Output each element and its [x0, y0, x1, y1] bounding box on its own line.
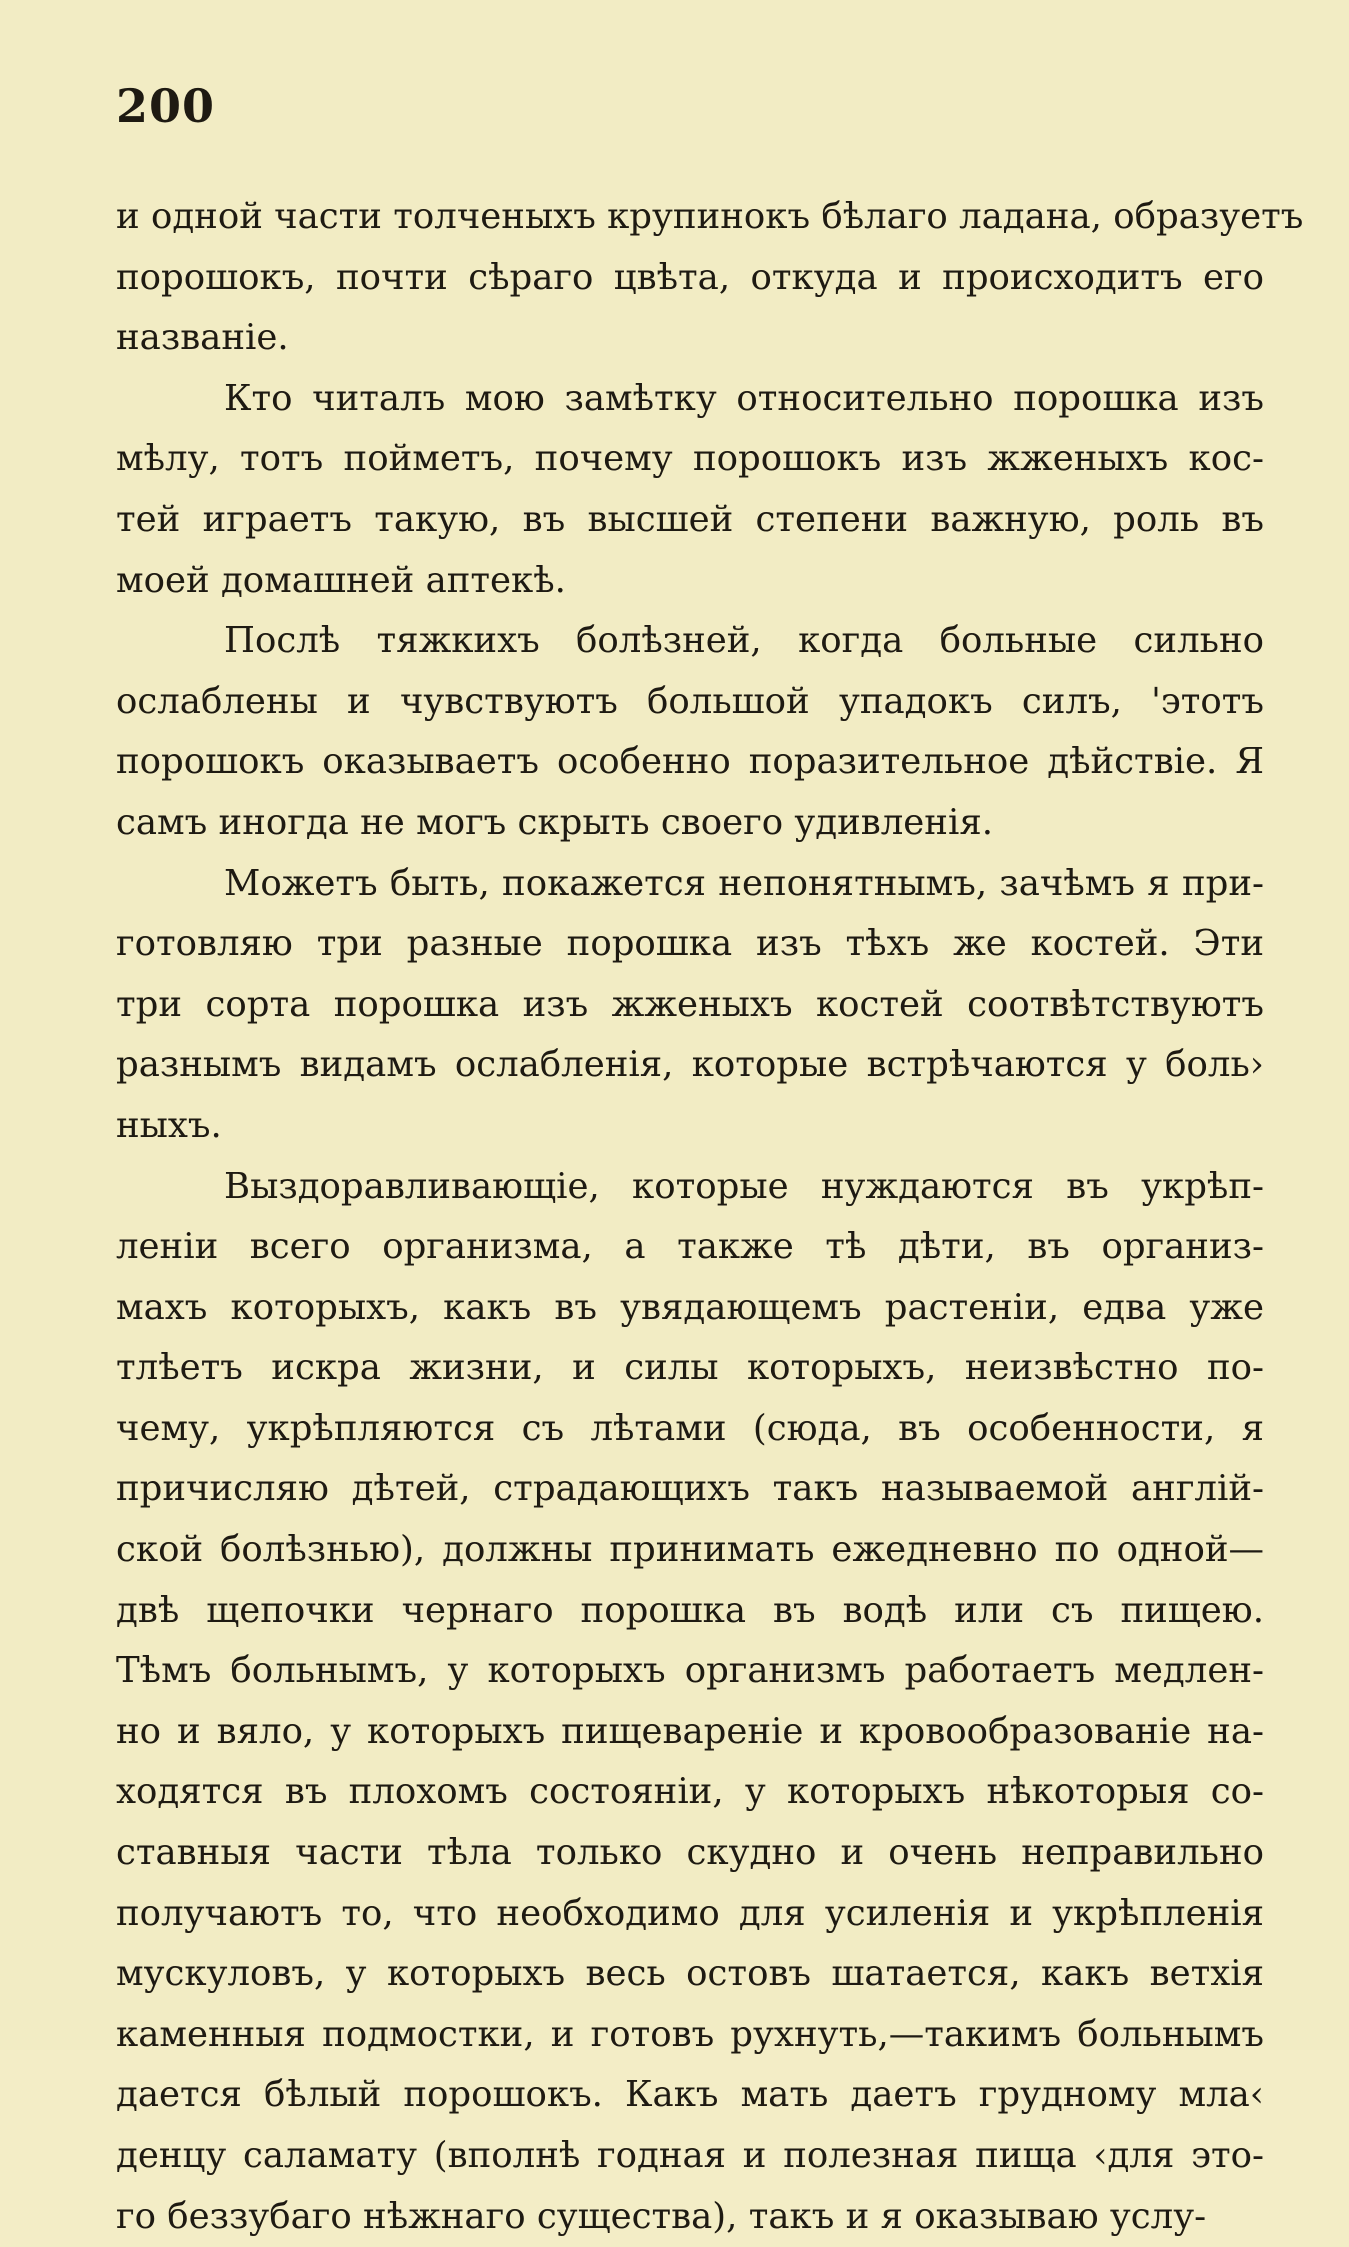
text-line: названіе.	[116, 308, 1264, 369]
text-line: моей домашней аптекѣ.	[116, 551, 1264, 612]
text-line: Кто читалъ мою замѣтку относительно порошка изъ	[116, 369, 1264, 430]
text-line: Тѣмъ больнымъ, у которыхъ организмъ работаетъ медлен-	[116, 1641, 1264, 1702]
text-line: три сорта порошка изъ жженыхъ костей соотвѣтствуютъ	[116, 975, 1264, 1036]
text-line: ослаблены и чувствуютъ большой упадокъ силъ, 'этотъ	[116, 672, 1264, 733]
text-line: причисляю дѣтей, страдающихъ такъ называемой англій-	[116, 1459, 1264, 1520]
text-line: ской болѣзнью), должны принимать ежедневно по одной—	[116, 1520, 1264, 1581]
text-line: готовляю три разные порошка изъ тѣхъ же костей. Эти	[116, 914, 1264, 975]
text-line: двѣ щепочки чернаго порошка въ водѣ или съ пищею.	[116, 1581, 1264, 1642]
text-line: махъ которыхъ, какъ въ увядающемъ растеніи, едва уже	[116, 1278, 1264, 1339]
text-line: Выздоравливающіе, которые нуждаются въ укрѣп-	[116, 1157, 1264, 1218]
text-line: порошокъ оказываетъ особенно поразительное дѣйствіе. Я	[116, 732, 1264, 793]
text-line: чему, укрѣпляются съ лѣтами (сюда, въ особенности, я	[116, 1399, 1264, 1460]
text-line: денцу саламату (вполнѣ годная и полезная пища ‹для это-	[116, 2126, 1264, 2187]
text-line: но и вяло, у которыхъ пищевареніе и кровообразованіе на-	[116, 1702, 1264, 1763]
paragraph	[116, 187, 1264, 369]
text-line: тлѣетъ искра жизни, и силы которыхъ, неизвѣстно по-	[116, 1338, 1264, 1399]
text-line: го беззубаго нѣжнаго существа), такъ и я оказываю услу-	[116, 2187, 1264, 2247]
text-line: мускуловъ, у которыхъ весь остовъ шатается, какъ ветхія	[116, 1944, 1264, 2005]
text-line: леніи всего организма, а также тѣ дѣти, въ организ-	[116, 1217, 1264, 1278]
text-line: Послѣ тяжкихъ болѣзней, когда больные сильно	[116, 611, 1264, 672]
text-line: тей играетъ такую, въ высшей степени важную, роль въ	[116, 490, 1264, 551]
paragraph	[116, 854, 1264, 1157]
text-line: самъ иногда не могъ скрыть своего удивленія.	[116, 793, 1264, 854]
text-line: разнымъ видамъ ослабленія, которые встрѣчаются у боль›	[116, 1035, 1264, 1096]
text-line: ставныя части тѣла только скудно и очень неправильно	[116, 1823, 1264, 1884]
page-number: 200	[116, 78, 215, 134]
body-text	[116, 187, 1264, 2247]
paragraph	[116, 1157, 1264, 2247]
text-line: и одной части толченыхъ крупинокъ бѣлаго ладана, образуетъ	[116, 187, 1264, 248]
text-line: каменныя подмостки, и готовъ рухнуть,—такимъ больнымъ	[116, 2005, 1264, 2066]
paragraph	[116, 369, 1264, 611]
text-line: ныхъ.	[116, 1096, 1264, 1157]
text-line: ходятся въ плохомъ состояніи, у которыхъ нѣкоторыя со-	[116, 1762, 1264, 1823]
paragraph	[116, 611, 1264, 853]
text-line: дается бѣлый порошокъ. Какъ мать даетъ грудному мла‹	[116, 2065, 1264, 2126]
text-line: мѣлу, тотъ пойметъ, почему порошокъ изъ жженыхъ кос-	[116, 429, 1264, 490]
text-line: Можетъ быть, покажется непонятнымъ, зачѣмъ я при-	[116, 854, 1264, 915]
text-line: получаютъ то, что необходимо для усиленія и укрѣпленія	[116, 1884, 1264, 1945]
text-line: порошокъ, почти сѣраго цвѣта, откуда и происходитъ его	[116, 248, 1264, 309]
